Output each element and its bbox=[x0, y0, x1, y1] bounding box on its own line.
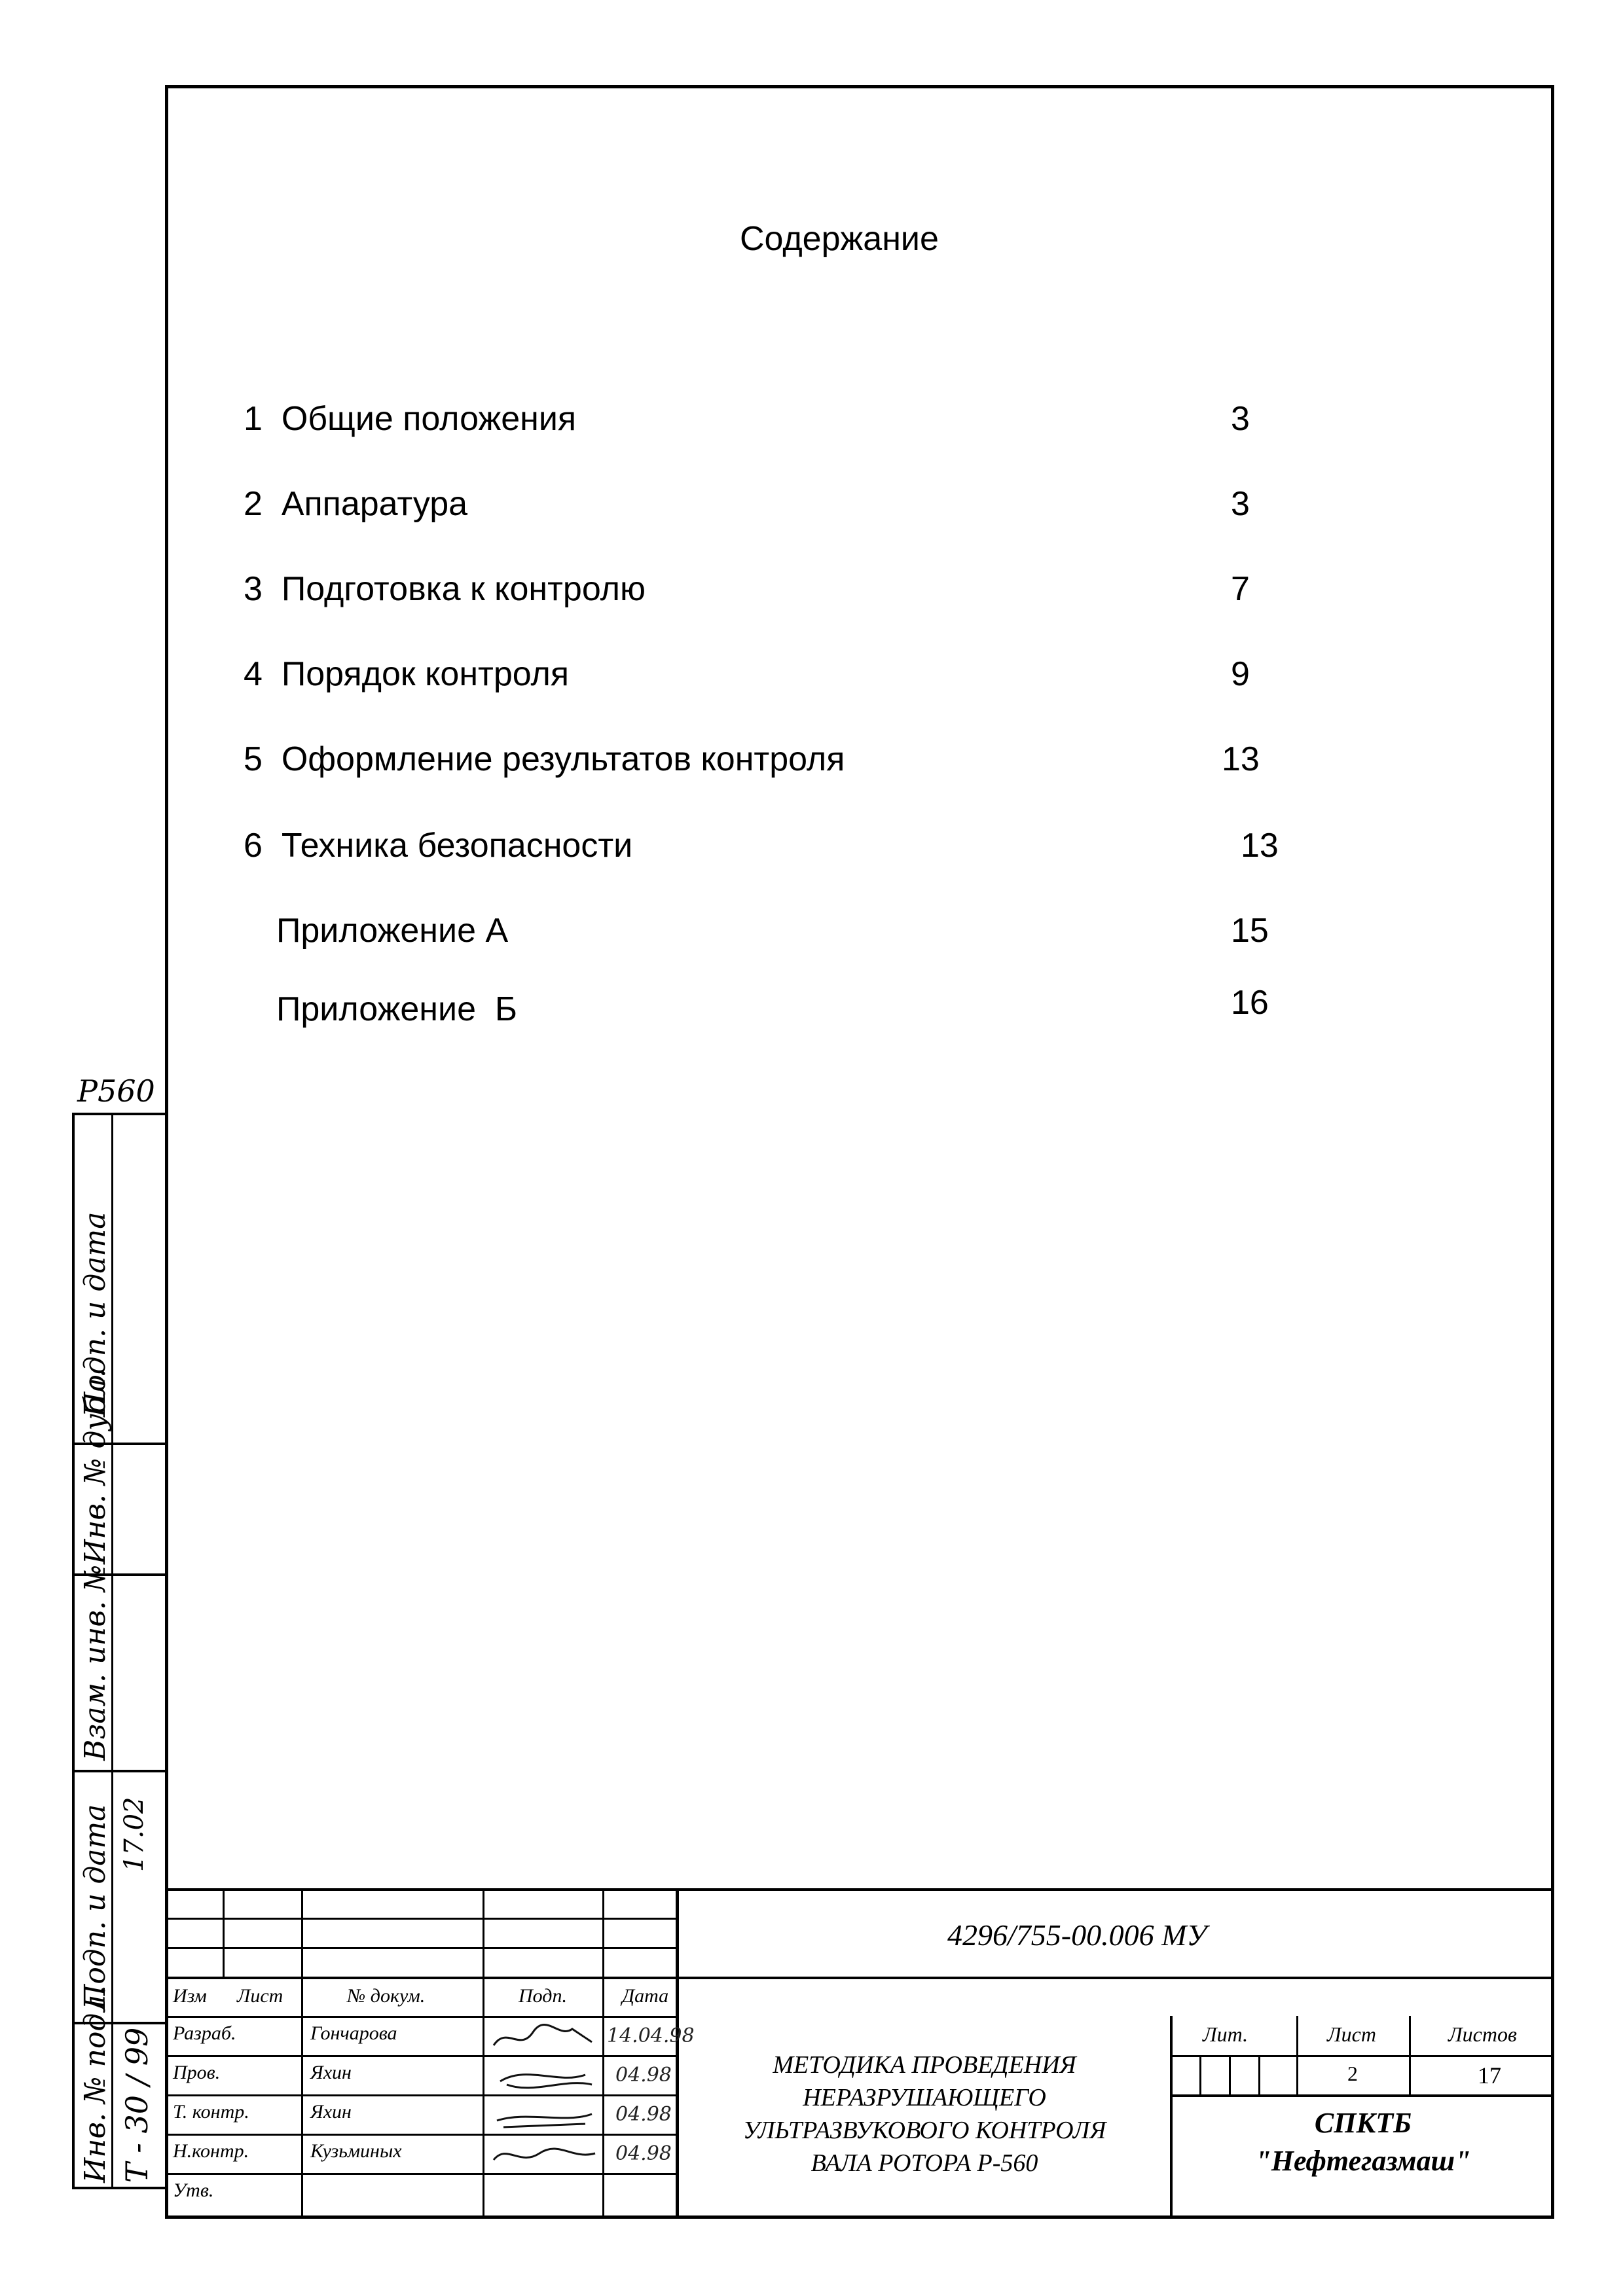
signatures bbox=[487, 2019, 598, 2173]
toc-title: Содержание bbox=[740, 220, 939, 258]
tb-header-list: Лист bbox=[237, 1985, 283, 2007]
strip-label-podp-date-2: Подп. и дата bbox=[79, 1804, 112, 2009]
doc-title-line: НЕРАЗРУШАЮЩЕГО bbox=[803, 2084, 1046, 2111]
tb-sheets-value: 17 bbox=[1478, 2062, 1501, 2089]
org-name bbox=[1173, 2104, 1553, 2180]
tb-grid bbox=[165, 2016, 676, 2018]
tb-sheet-value: 2 bbox=[1347, 2062, 1358, 2085]
tb-name: Кузьминых bbox=[310, 2140, 402, 2162]
tb-date: 14.04.98 bbox=[607, 2024, 695, 2047]
toc-item-page: 13 bbox=[1241, 827, 1279, 865]
toc-item-page: 16 bbox=[1231, 984, 1269, 1022]
strip-divider bbox=[75, 1770, 168, 1772]
title-block bbox=[165, 1888, 1554, 2219]
strip-label-podp-date: Подп. и дата bbox=[79, 1211, 112, 1417]
tb-date: 04.98 bbox=[615, 2142, 672, 2165]
tb-date: 04.98 bbox=[615, 2064, 672, 2087]
tb-header-izm: Изм bbox=[173, 1985, 207, 2007]
tb-grid bbox=[1170, 2016, 1173, 2219]
toc-item-label: 4 Порядок контроля bbox=[244, 655, 570, 693]
toc-item-label: 2 Аппаратура bbox=[244, 485, 468, 523]
tb-sheets-label: Листов bbox=[1448, 2022, 1517, 2046]
tb-grid bbox=[1170, 2094, 1554, 2097]
org-line: "Нефтегазмаш" bbox=[1255, 2145, 1471, 2177]
toc-item-label: 3 Подготовка к контролю bbox=[244, 570, 646, 608]
tb-grid bbox=[165, 2094, 676, 2096]
doc-title-line: МЕТОДИКА ПРОВЕДЕНИЯ bbox=[773, 2051, 1076, 2079]
tb-role: Н.контр. bbox=[173, 2140, 249, 2162]
tb-header-date: Дата bbox=[622, 1985, 669, 2007]
hand-podp-date: 17.02 bbox=[119, 1797, 149, 1872]
tb-date: 04.98 bbox=[615, 2103, 672, 2126]
toc-item-label: 6 Техника безопасности bbox=[244, 827, 633, 865]
tb-role: Разраб. bbox=[173, 2022, 236, 2044]
strip-label-vzam-inv: Взам. инв. № bbox=[79, 1564, 112, 1761]
toc-item-page: 13 bbox=[1222, 740, 1260, 778]
tb-grid bbox=[1258, 2055, 1260, 2094]
toc-item-label: 1 Общие положения bbox=[244, 400, 577, 438]
tb-name: Гончарова bbox=[310, 2022, 397, 2044]
doc-title bbox=[682, 2049, 1167, 2179]
tb-grid bbox=[483, 1888, 484, 2219]
tb-grid bbox=[676, 1888, 679, 2219]
tb-grid bbox=[1229, 2055, 1231, 2094]
tb-name: Яхин bbox=[310, 2062, 352, 2083]
tb-sheet-label: Лист bbox=[1327, 2022, 1376, 2046]
tb-grid bbox=[165, 2173, 676, 2175]
tb-grid bbox=[602, 1888, 604, 2219]
toc-item-page: 7 bbox=[1231, 570, 1250, 608]
doc-number: 4296/755-00.006 МУ bbox=[947, 1918, 1207, 1952]
side-code: Р560 bbox=[77, 1073, 155, 1109]
tb-grid bbox=[165, 1977, 1554, 1979]
toc-item-label: Приложение Б bbox=[276, 990, 518, 1028]
toc-item-label: Приложение А bbox=[276, 912, 509, 950]
tb-role: Т. контр. bbox=[173, 2101, 249, 2123]
tb-grid bbox=[1170, 2055, 1554, 2057]
strip-label-inv-podl: Инв. № подл. bbox=[79, 1985, 112, 2183]
tb-name: Яхин bbox=[310, 2101, 352, 2123]
tb-role: Утв. bbox=[173, 2179, 214, 2201]
toc-item-page: 9 bbox=[1231, 655, 1250, 693]
tb-grid bbox=[223, 1888, 225, 1977]
hand-inv-podl: Т - 30 / 99 bbox=[119, 2027, 155, 2183]
tb-lit-label: Лит. bbox=[1203, 2022, 1249, 2046]
doc-title-line: ВАЛА РОТОРА Р-560 bbox=[811, 2149, 1038, 2177]
toc-item-page: 3 bbox=[1231, 400, 1250, 438]
tb-grid bbox=[165, 1947, 676, 1949]
toc-item-page: 3 bbox=[1231, 485, 1250, 523]
toc-item-label: 5 Оформление результатов контроля bbox=[244, 740, 845, 778]
org-line: СПКТБ bbox=[1314, 2107, 1412, 2139]
tb-grid bbox=[1199, 2055, 1201, 2094]
strip-label-inv-dubl: Инв. № дубл. bbox=[79, 1369, 112, 1564]
tb-grid bbox=[165, 1918, 676, 1920]
tb-grid bbox=[165, 2055, 676, 2057]
toc-item-page: 15 bbox=[1231, 912, 1269, 950]
tb-grid bbox=[301, 1888, 303, 2219]
tb-header-podp: Подп. bbox=[519, 1985, 567, 2007]
tb-border bbox=[165, 1888, 1554, 1891]
tb-header-doc-no: № докум. bbox=[347, 1985, 426, 2007]
doc-title-line: УЛЬТРАЗВУКОВОГО КОНТРОЛЯ bbox=[742, 2117, 1106, 2144]
tb-role: Пров. bbox=[173, 2062, 221, 2083]
tb-grid bbox=[165, 2134, 676, 2136]
